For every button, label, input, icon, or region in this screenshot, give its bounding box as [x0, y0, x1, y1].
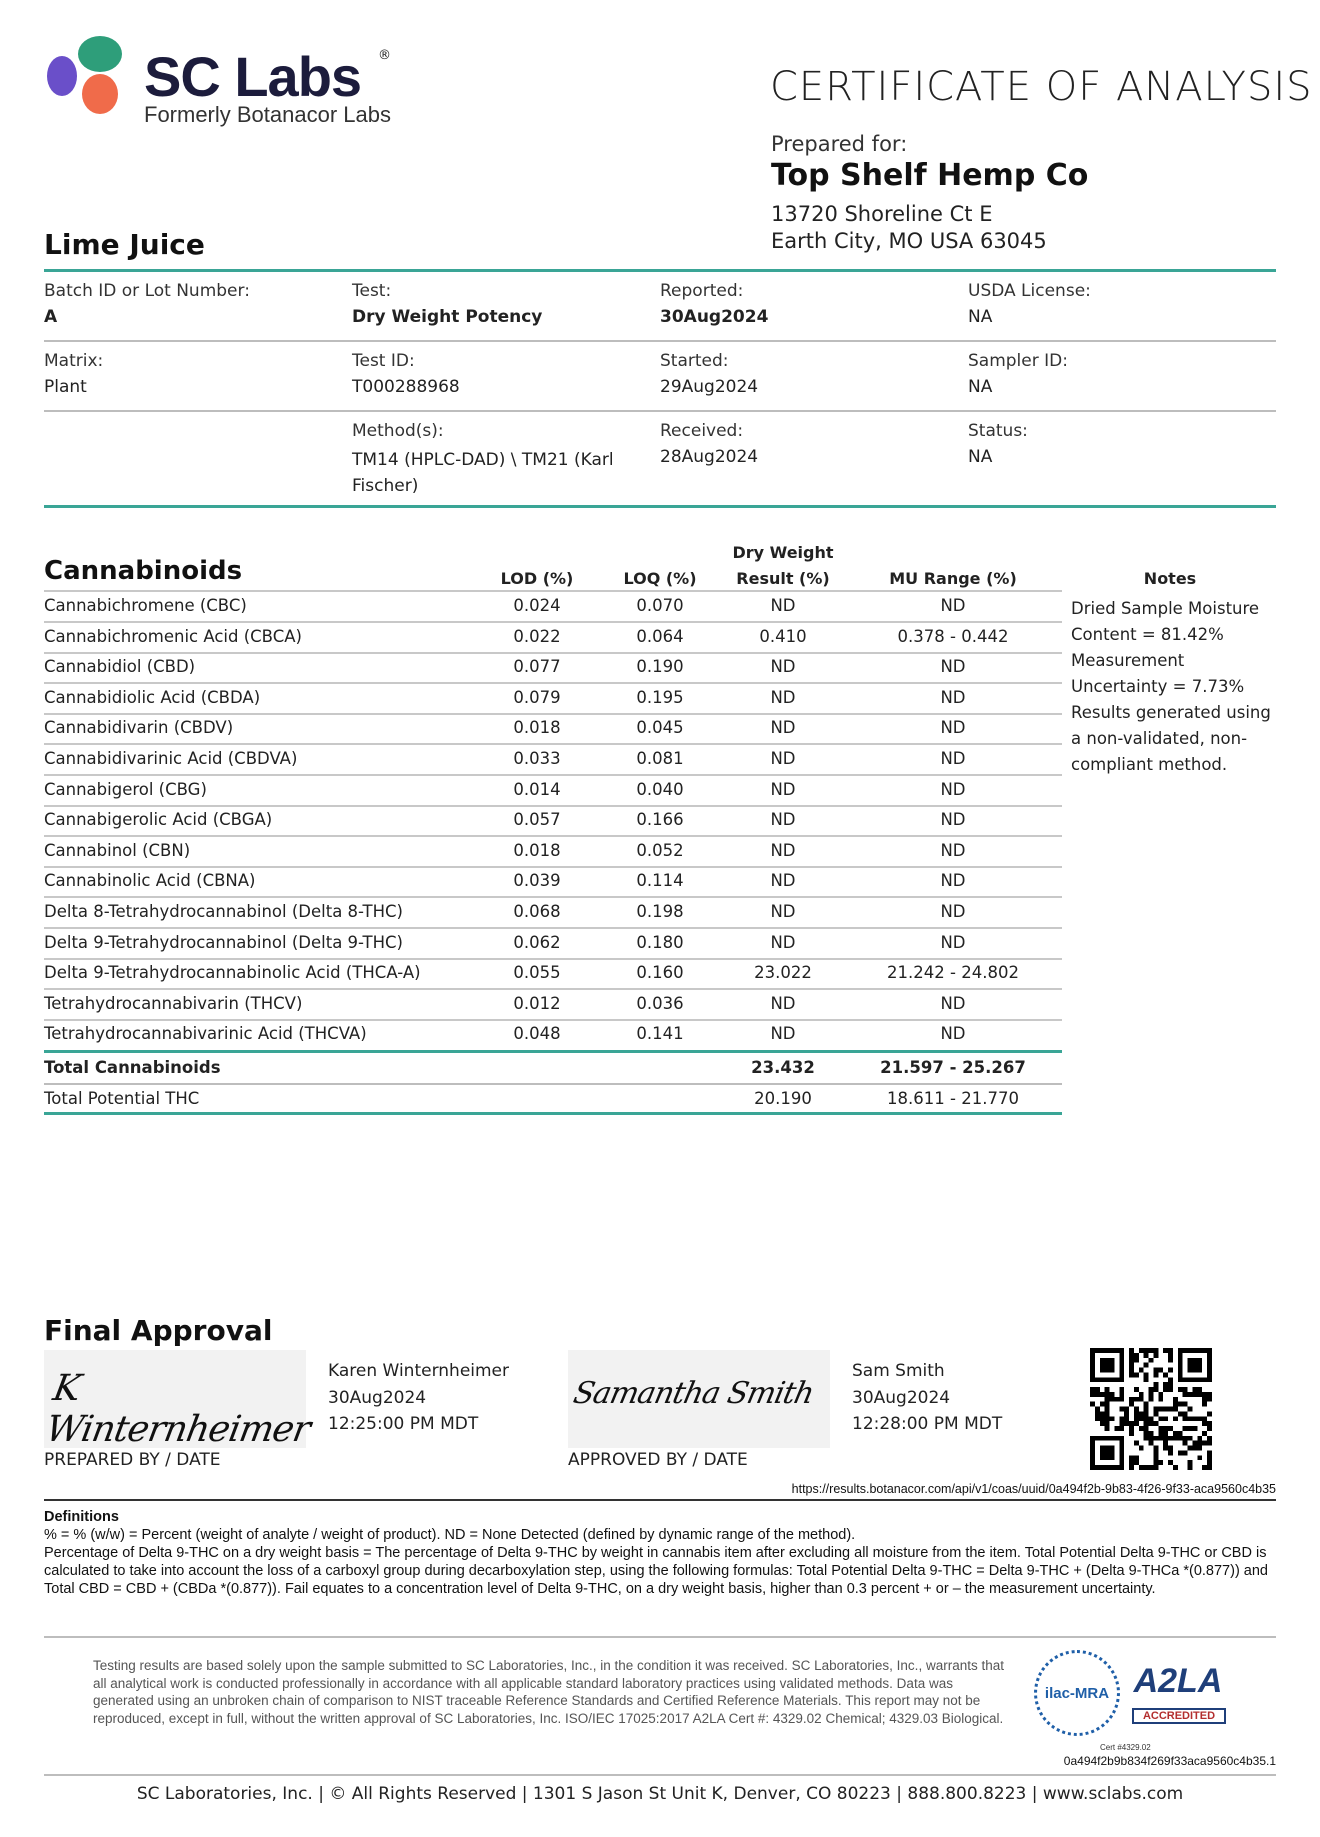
cell-analyte: Tetrahydrocannabivarinic Acid (THCVA)	[44, 1024, 367, 1044]
definitions-title: Definitions	[44, 1509, 119, 1525]
cell-result: ND	[770, 779, 796, 799]
disclaimer-text: Testing results are based solely upon the sample submitted to SC Laboratories, Inc., in the condition it was received. SC Laboratories, Inc., warrants that all analytical work is conducted professionally in accordance with all applicable standard laboratory practices using validated methods. Data was generated using an unbroken chain of comparison to NIST traceable Reference Standards and Certified Reference Materials. This report may not be reproduced, except in full, without the written approval of SC Laboratories, Inc. ISO/IEC 17025:2017 A2LA Cert #: 4329.02 Chemical; 4329.03 Biological.	[93, 1658, 1004, 1726]
cell-lod: 0.068	[513, 902, 561, 921]
status-value: NA	[968, 447, 993, 467]
preparer-signature-text: K Winternheimer	[42, 1368, 313, 1450]
cell-result: ND	[770, 840, 796, 860]
divider	[44, 410, 1276, 412]
usda-value: NA	[968, 307, 993, 327]
cert-number: Cert #4329.02	[1100, 1743, 1151, 1752]
cell-result: ND	[770, 932, 796, 952]
client-name: Top Shelf Hemp Co	[771, 158, 1089, 193]
cell-loq: 0.195	[636, 687, 684, 707]
cell-lod: 0.077	[513, 657, 561, 677]
cell-loq: 0.052	[636, 840, 684, 860]
started-value: 29Aug2024	[660, 377, 759, 397]
cell-analyte: Delta 9-Tetrahydrocannabinol (Delta 9-THC)	[44, 932, 403, 952]
row-divider	[44, 1019, 1062, 1021]
received-value: 28Aug2024	[660, 447, 759, 467]
cell-analyte: Cannabichromenic Acid (CBCA)	[44, 626, 302, 646]
cell-mu-range: ND	[940, 1024, 966, 1044]
cell-loq: 0.081	[636, 749, 684, 768]
cell-loq: 0.070	[636, 596, 684, 615]
cell-analyte: Cannabidiol (CBD)	[44, 657, 196, 677]
row-divider	[44, 713, 1062, 715]
total-cannabinoids-mu: 21.597 - 25.267	[880, 1058, 1026, 1077]
cell-mu-range: ND	[940, 779, 966, 799]
preparer-name: Karen Winternheimer	[328, 1361, 510, 1381]
cell-analyte: Cannabidivarinic Acid (CBDVA)	[44, 749, 298, 768]
col-header-loq: LOQ (%)	[623, 569, 697, 588]
cell-result: ND	[770, 993, 796, 1013]
test-id-label: Test ID:	[352, 351, 415, 371]
cell-loq: 0.180	[636, 932, 684, 952]
row-divider	[44, 835, 1062, 837]
a2la-mark: A2LA	[1133, 1662, 1223, 1700]
approver-date: 30Aug2024	[852, 1388, 951, 1408]
cell-lod: 0.079	[513, 687, 561, 707]
cell-mu-range: ND	[940, 718, 966, 738]
cell-result: ND	[770, 657, 796, 677]
col-header-result-line1: Dry Weight	[732, 543, 834, 562]
matrix-label: Matrix:	[44, 351, 104, 371]
cell-lod: 0.022	[513, 626, 561, 646]
cell-mu-range: ND	[940, 749, 966, 768]
row-divider	[44, 896, 1062, 898]
test-label: Test:	[352, 281, 392, 301]
total-thc-result: 20.190	[754, 1089, 812, 1108]
logo-subtitle: Formerly Botanacor Labs	[144, 102, 391, 127]
row-divider	[44, 805, 1062, 807]
cell-mu-range: ND	[940, 840, 966, 860]
cell-analyte: Tetrahydrocannabivarin (THCV)	[44, 993, 303, 1013]
received-label: Received:	[660, 421, 744, 441]
col-header-notes: Notes	[1143, 569, 1197, 588]
cell-result: ND	[770, 718, 796, 738]
logo-mark-icon	[44, 32, 126, 118]
cell-lod: 0.018	[513, 718, 561, 738]
divider	[44, 1774, 1276, 1776]
approver-name: Sam Smith	[852, 1361, 945, 1381]
cell-analyte: Delta 9-Tetrahydrocannabinolic Acid (THCA-A)	[44, 963, 421, 983]
test-id-value: T000288968	[352, 377, 460, 397]
cell-loq: 0.045	[636, 718, 684, 738]
header-divider	[44, 590, 1062, 592]
row-divider	[44, 621, 1062, 623]
cell-loq: 0.036	[636, 993, 684, 1013]
cell-result: ND	[770, 596, 796, 615]
total-cannabinoids-result: 23.432	[751, 1058, 815, 1077]
cell-lod: 0.048	[513, 1024, 561, 1044]
logo	[44, 30, 424, 140]
methods-label: Method(s):	[352, 421, 444, 441]
col-header-mu: MU Range (%)	[889, 569, 1017, 588]
sampler-label: Sampler ID:	[968, 351, 1068, 371]
notes-text: Dried Sample Moisture Content = 81.42% Measurement Uncertainty = 7.73% Results generated using a non-validated, non-compliant method.	[1071, 599, 1271, 774]
qr-url-text[interactable]: https://results.botanacor.com/api/v1/coas/uuid/0a494f2b-9b83-4f26-9f33-aca9560c4b35	[791, 1482, 1276, 1496]
total-cannabinoids-label: Total Cannabinoids	[44, 1058, 221, 1077]
cell-analyte: Cannabigerol (CBG)	[44, 779, 207, 799]
cell-mu-range: ND	[940, 902, 966, 921]
preparer-time: 12:25:00 PM MDT	[328, 1414, 479, 1434]
cell-lod: 0.062	[513, 932, 561, 952]
divider	[44, 340, 1276, 342]
prepared-by-label: PREPARED BY / DATE	[44, 1450, 221, 1470]
table-title: Cannabinoids	[44, 556, 243, 586]
cell-result: ND	[770, 749, 796, 768]
total-thc-mu: 18.611 - 21.770	[887, 1089, 1019, 1108]
cell-analyte: Delta 8-Tetrahydrocannabinol (Delta 8-THC)	[44, 902, 403, 921]
definitions-paragraph: Percentage of Delta 9-THC on a dry weight basis = The percentage of Delta 9-THC by weight in cannabis item after excluding all moisture from the item. Total Potential Delta 9-THC or CBD is calculated to take into account the loss of a carboxyl group during decarboxylation step, using the following formulas: Total Potential Delta 9-THC = Delta 9-THC + (Delta 9-THCa *(0.877)) and Total CBD = CBD + (CBDa *(0.877)). Fail equates to a concentration level of Delta 9-THC, on a dry weight basis, higher than 0.3 percent + or – the measurement uncertainty.	[44, 1545, 1268, 1597]
approver-signature-text: Samantha Smith	[570, 1376, 817, 1411]
row-divider	[44, 927, 1062, 929]
preparer-signature	[42, 1350, 313, 1450]
cell-loq: 0.064	[636, 626, 684, 646]
cell-loq: 0.141	[636, 1024, 684, 1044]
cell-mu-range: ND	[940, 657, 966, 677]
preparer-date: 30Aug2024	[328, 1388, 427, 1408]
document-title: CERTIFICATE OF ANALYSIS	[770, 64, 1313, 110]
cell-result: 23.022	[754, 963, 812, 983]
product-name: Lime Juice	[44, 228, 205, 261]
cell-result: ND	[770, 1024, 796, 1044]
cell-result: 0.410	[759, 626, 807, 646]
approver-time: 12:28:00 PM MDT	[852, 1414, 1003, 1434]
row-divider	[44, 774, 1062, 776]
cell-result: ND	[770, 810, 796, 830]
total-thc-label: Total Potential THC	[44, 1089, 200, 1108]
row-divider	[44, 743, 1062, 745]
cell-lod: 0.055	[513, 963, 561, 983]
cell-lod: 0.018	[513, 840, 561, 860]
divider	[44, 1112, 1062, 1115]
started-label: Started:	[660, 351, 729, 371]
cell-lod: 0.039	[513, 871, 561, 891]
cell-analyte: Cannabigerolic Acid (CBGA)	[44, 810, 273, 830]
usda-label: USDA License:	[968, 281, 1091, 301]
cell-analyte: Cannabichromene (CBC)	[44, 596, 247, 615]
cell-mu-range: 21.242 - 24.802	[887, 963, 1019, 983]
cell-result: ND	[770, 687, 796, 707]
client-address-line2: Earth City, MO USA 63045	[771, 229, 1047, 253]
ilac-mra-logo	[1034, 1650, 1120, 1736]
status-label: Status:	[968, 421, 1028, 441]
cell-mu-range: ND	[940, 596, 966, 615]
document-hash: 0a494f2b9b834f269f33aca9560c4b35.1	[1063, 1754, 1276, 1768]
cell-analyte: Cannabinolic Acid (CBNA)	[44, 871, 256, 891]
a2la-logo	[1130, 1656, 1226, 1736]
row-divider	[44, 988, 1062, 990]
cell-loq: 0.114	[636, 871, 684, 891]
batch-label: Batch ID or Lot Number:	[44, 281, 250, 301]
reported-value: 30Aug2024	[660, 307, 769, 327]
approved-by-label: APPROVED BY / DATE	[568, 1450, 748, 1470]
row-divider	[44, 958, 1062, 960]
footer-text: SC Laboratories, Inc. | © All Rights Reserved | 1301 S Jason St Unit K, Denver, CO 80223 | 888.800.8223 | www.sclabs.com	[136, 1784, 1184, 1804]
divider	[44, 505, 1276, 508]
cell-analyte: Cannabidivarin (CBDV)	[44, 718, 234, 738]
row-divider	[44, 652, 1062, 654]
matrix-value: Plant	[44, 377, 87, 397]
cell-lod: 0.024	[513, 596, 561, 615]
divider	[44, 1083, 1062, 1085]
ilac-mra-text: ilac-MRA	[1044, 1685, 1110, 1702]
registered-mark: ®	[378, 48, 391, 63]
cell-mu-range: 0.378 - 0.442	[897, 626, 1009, 646]
cell-result: ND	[770, 902, 796, 921]
test-value: Dry Weight Potency	[352, 307, 543, 327]
divider	[44, 1499, 1276, 1501]
cell-analyte: Cannabidiolic Acid (CBDA)	[44, 687, 261, 707]
prepared-for-label: Prepared for:	[771, 132, 908, 156]
cell-mu-range: ND	[940, 687, 966, 707]
divider	[44, 1050, 1062, 1053]
cell-lod: 0.057	[513, 810, 561, 830]
logo-wordmark: SC Labs	[144, 45, 362, 108]
qr-code-icon[interactable]	[1090, 1348, 1212, 1470]
cell-mu-range: ND	[940, 932, 966, 952]
cell-lod: 0.014	[513, 779, 561, 799]
row-divider	[44, 866, 1062, 868]
accredited-label: ACCREDITED	[1132, 1708, 1226, 1724]
batch-value: A	[44, 307, 58, 327]
cell-loq: 0.040	[636, 779, 684, 799]
cell-loq: 0.198	[636, 902, 684, 921]
cell-mu-range: ND	[940, 993, 966, 1013]
divider	[44, 269, 1276, 272]
cell-result: ND	[770, 871, 796, 891]
cell-loq: 0.190	[636, 657, 684, 677]
cell-loq: 0.160	[636, 963, 684, 983]
col-header-result-line2: Result (%)	[736, 569, 830, 588]
cell-mu-range: ND	[940, 810, 966, 830]
row-divider	[44, 682, 1062, 684]
cell-lod: 0.033	[513, 749, 561, 768]
approver-signature	[568, 1350, 830, 1448]
cell-lod: 0.012	[513, 993, 561, 1013]
cell-analyte: Cannabinol (CBN)	[44, 840, 191, 860]
definitions-line1: % = % (w/w) = Percent (weight of analyte / weight of product). ND = None Detected (defined by dynamic range of the method).	[44, 1527, 856, 1543]
cell-loq: 0.166	[636, 810, 684, 830]
sampler-value: NA	[968, 377, 993, 397]
methods-value: TM14 (HPLC-DAD) \ TM21 (Karl Fischer)	[352, 450, 614, 496]
final-approval-title: Final Approval	[44, 1314, 273, 1347]
client-address-line1: 13720 Shoreline Ct E	[771, 202, 993, 226]
reported-label: Reported:	[660, 281, 744, 301]
col-header-lod: LOD (%)	[500, 569, 574, 588]
divider	[44, 1636, 1276, 1638]
cell-mu-range: ND	[940, 871, 966, 891]
